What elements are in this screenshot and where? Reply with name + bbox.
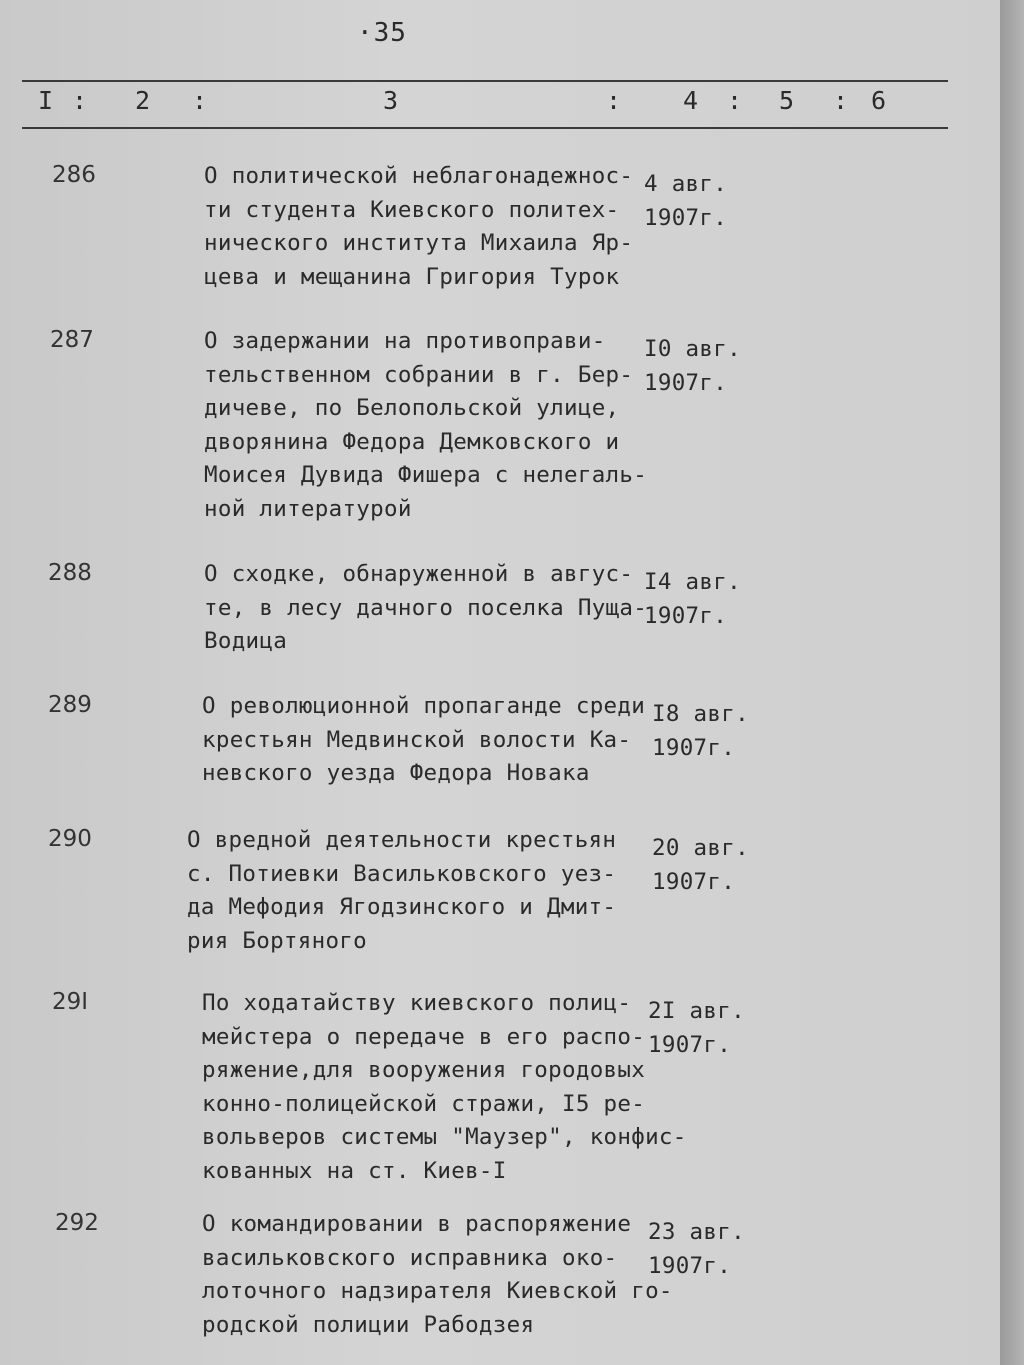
column-header-3: 3 — [383, 86, 399, 115]
date-line: 23 авг. — [648, 1219, 745, 1245]
entry-description — [204, 160, 633, 294]
entry-date — [644, 168, 727, 235]
description-line: нического института Михаила Яр- — [204, 230, 634, 256]
description-line: тельственном собрании в г. Бер- — [204, 361, 634, 388]
description-line: вольверов системы "Маузер", конфис- — [202, 1124, 687, 1150]
entry-description — [202, 690, 645, 791]
description-line: ти студента Киевского политех- — [204, 196, 620, 223]
description-line: с. Потиевки Васильковского уез- — [187, 860, 617, 887]
date-line: 20 авг. — [652, 835, 749, 861]
date-line: 1907г. — [652, 734, 736, 761]
description-line: Моисея Дувида Фишера с нелегаль- — [204, 462, 648, 488]
description-line: невского уезда Федора Новака — [202, 760, 590, 786]
entry-number: 288 — [48, 560, 92, 586]
date-line: I8 авг. — [652, 701, 749, 727]
entry-number: 286 — [52, 162, 96, 188]
page-edge — [1000, 0, 1024, 1365]
entry-description — [202, 987, 687, 1188]
description-line: да Мефодия Ягодзинского и Дмит- — [187, 894, 617, 920]
entry-date — [652, 698, 749, 765]
column-header-1: I — [38, 86, 54, 115]
description-line: дичеве, по Белопольской улице, — [204, 395, 620, 421]
description-line: цева и мещанина Григория Турок — [204, 263, 620, 290]
entry-date — [652, 832, 749, 899]
entry-number: 290 — [48, 826, 92, 852]
entry-number: 289 — [48, 692, 92, 718]
date-line: I4 авг. — [644, 569, 741, 595]
description-line: лоточного надзирателя Киевской го- — [202, 1278, 673, 1304]
column-header-6: 6 — [871, 86, 887, 115]
description-line: О политической неблагонадежнос- — [204, 163, 634, 189]
column-header-2: 2 — [135, 86, 151, 115]
description-line: О задержании на противоправи- — [204, 328, 606, 354]
column-separator: : — [72, 86, 88, 115]
entry-description — [204, 325, 647, 526]
description-line: те, в лесу дачного поселка Пуща- — [204, 594, 648, 621]
date-line: I0 авг. — [644, 336, 741, 362]
column-separator: : — [192, 86, 208, 115]
header-rule-bottom — [22, 127, 948, 129]
description-line: О вредной деятельности крестьян — [187, 827, 617, 853]
column-separator: : — [606, 86, 622, 115]
description-line: О командировании в распоряжение — [202, 1211, 632, 1237]
date-line: 4 авг. — [644, 171, 728, 197]
description-line: конно-полицейской стражи, I5 ре- — [202, 1090, 646, 1117]
date-line: 1907г. — [644, 369, 728, 396]
date-line: 1907г. — [644, 204, 728, 231]
description-line: крестьян Медвинской волости Ка- — [202, 726, 632, 753]
column-separator: : — [727, 86, 743, 115]
description-line: ряжение,для вооружения городовых — [202, 1057, 646, 1083]
description-line: дворянина Федора Демковского и — [204, 428, 620, 455]
description-line: родской полиции Рабодзея — [202, 1311, 535, 1338]
entry-date — [644, 566, 741, 633]
page-number: ·35 — [357, 18, 407, 48]
description-line: ной литературой — [204, 495, 412, 522]
description-line: О сходке, обнаруженной в авгус- — [204, 561, 634, 587]
date-line: 1907г. — [648, 1031, 732, 1058]
entry-date — [648, 995, 745, 1062]
entry-number: 287 — [50, 327, 94, 353]
date-line: 1907г. — [644, 602, 728, 629]
entry-description — [204, 558, 647, 659]
description-line: Водица — [204, 628, 288, 654]
column-separator: : — [833, 86, 849, 115]
description-line: мейстера о передаче в его распо- — [202, 1023, 646, 1050]
description-line: рия Бортяного — [187, 927, 367, 954]
entry-number: 29I — [52, 989, 89, 1015]
column-header-5: 5 — [779, 86, 795, 115]
column-header-4: 4 — [683, 86, 699, 115]
entry-date — [648, 1216, 745, 1283]
description-line: кованных на ст. Киев-I — [202, 1157, 507, 1184]
entry-number: 292 — [55, 1210, 99, 1236]
entry-description — [187, 824, 616, 958]
description-line: О революционной пропаганде среди — [202, 693, 646, 719]
date-line: 2I авг. — [648, 998, 745, 1024]
entry-date — [644, 333, 741, 400]
date-line: 1907г. — [652, 868, 736, 895]
description-line: По ходатайству киевского полиц- — [202, 990, 632, 1016]
date-line: 1907г. — [648, 1252, 732, 1279]
description-line: васильковского исправника око- — [202, 1244, 618, 1271]
entry-description — [202, 1208, 673, 1342]
header-rule-top — [22, 80, 948, 82]
